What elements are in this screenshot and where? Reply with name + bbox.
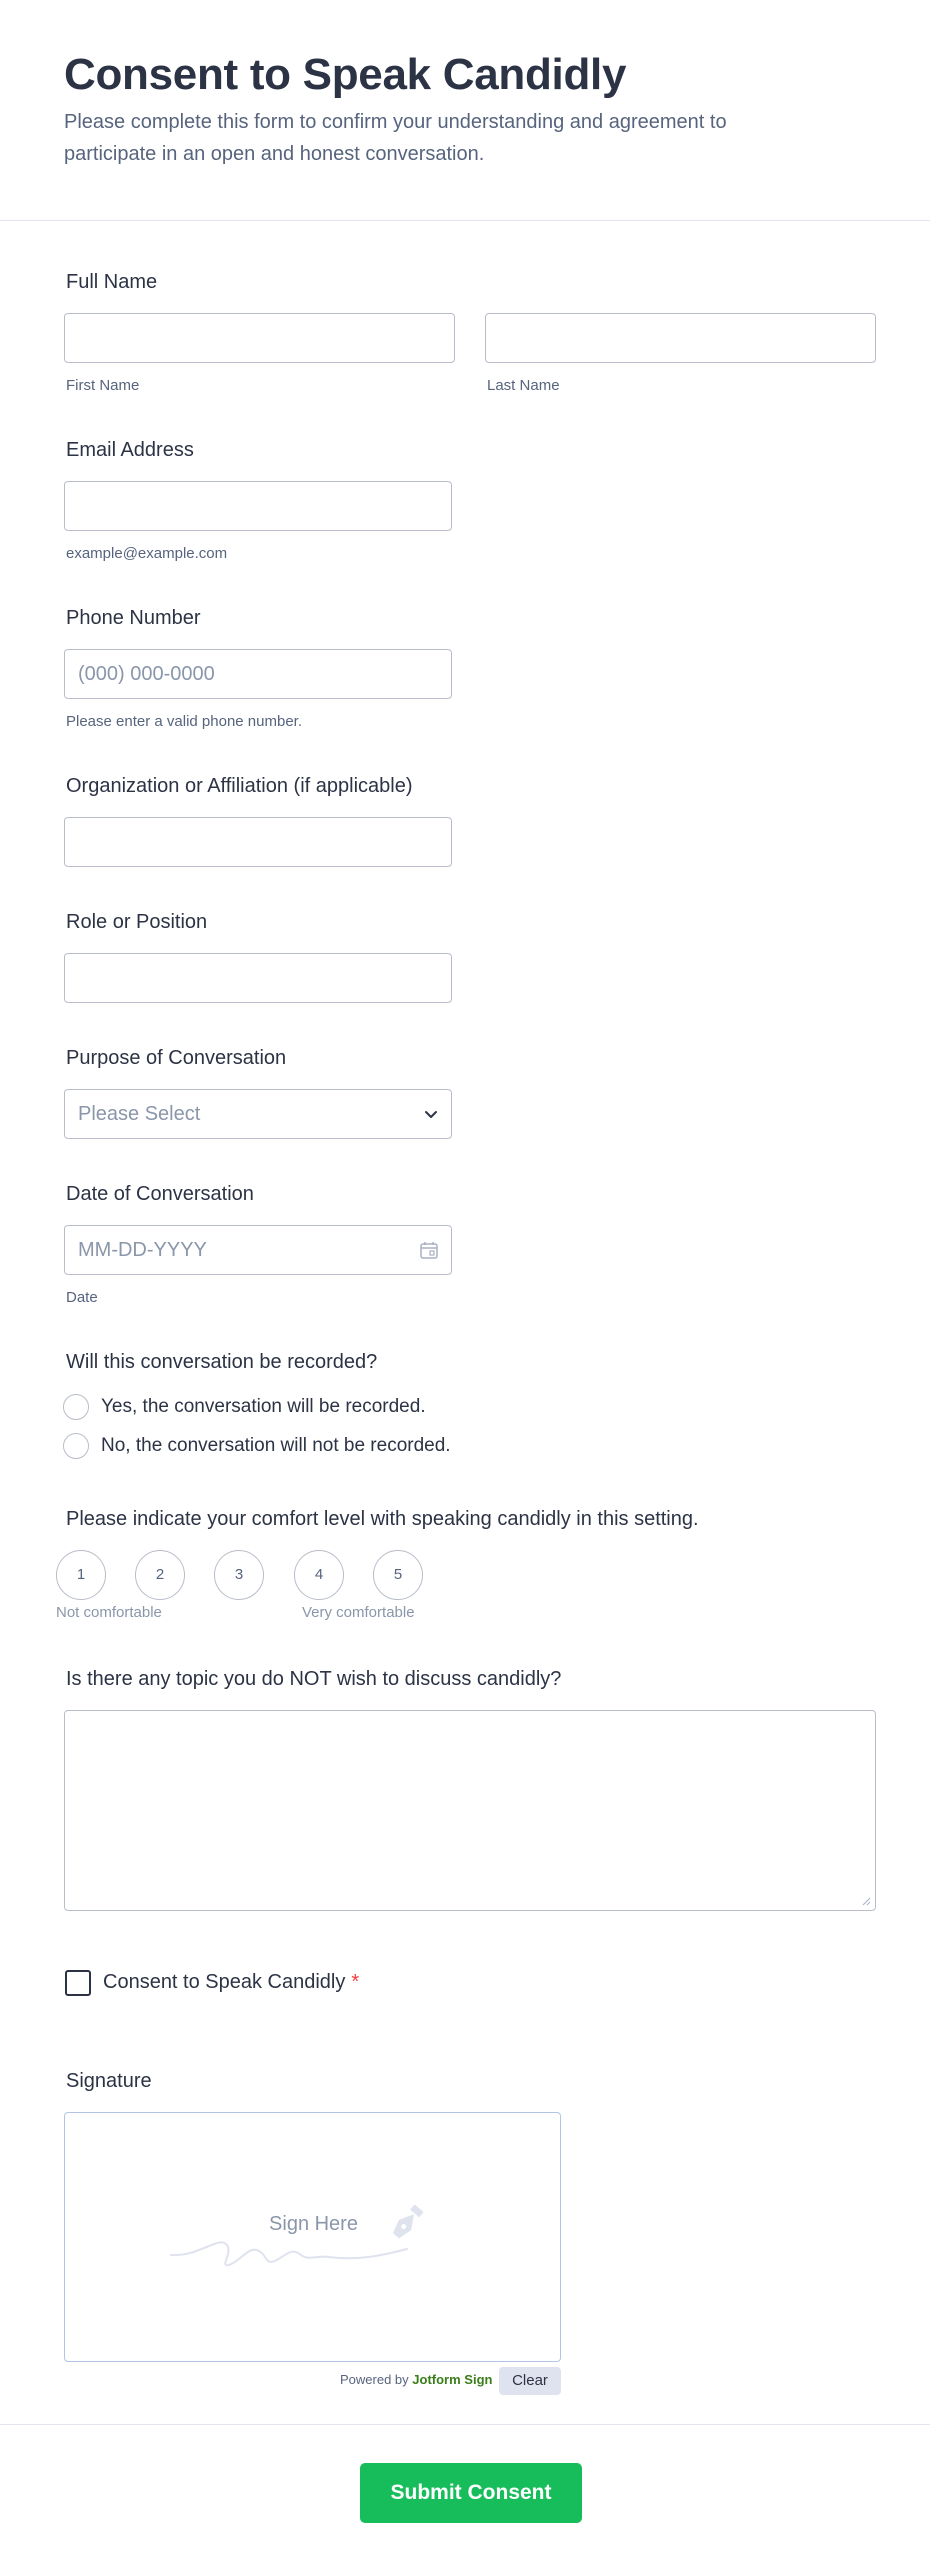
date-label: Date of Conversation bbox=[66, 1183, 254, 1205]
comfort-option-1[interactable]: 1 bbox=[56, 1550, 106, 1600]
jotform-sign-brand: Jotform Sign bbox=[412, 2372, 493, 2387]
form-subtitle: Please complete this form to confirm your understanding and agreement to participate in an open and honest conversation. bbox=[64, 111, 727, 165]
recorded-label: Will this conversation be recorded? bbox=[66, 1351, 378, 1373]
email-hint: example@example.com bbox=[66, 545, 228, 562]
comfort-label: Please indicate your comfort level with speaking candidly in this setting. bbox=[66, 1508, 699, 1530]
comfort-high-caption: Very comfortable bbox=[302, 1604, 415, 1621]
powered-by-prefix: Powered by bbox=[340, 2372, 409, 2387]
full-name-label: Full Name bbox=[66, 271, 158, 293]
comfort-low-caption: Not comfortable bbox=[56, 1604, 162, 1621]
topic-label: Is there any topic you do NOT wish to discuss candidly? bbox=[66, 1668, 562, 1690]
purpose-select[interactable] bbox=[64, 1089, 452, 1139]
recorded-yes-label[interactable]: Yes, the conversation will be recorded. bbox=[101, 1396, 426, 1417]
clear-signature-button[interactable]: Clear bbox=[499, 2367, 561, 2395]
comfort-option-5[interactable]: 5 bbox=[373, 1550, 423, 1600]
recorded-no-radio[interactable] bbox=[63, 1433, 89, 1459]
page-title: Consent to Speak Candidly bbox=[64, 50, 627, 99]
email-input[interactable] bbox=[64, 481, 452, 531]
signature-placeholder: Sign Here bbox=[269, 2213, 358, 2235]
calendar-icon[interactable] bbox=[419, 1240, 439, 1260]
chevron-down-icon bbox=[423, 1106, 439, 1122]
phone-hint: Please enter a valid phone number. bbox=[66, 713, 302, 730]
date-input[interactable] bbox=[64, 1225, 452, 1275]
email-label: Email Address bbox=[66, 439, 194, 461]
consent-label-text: Consent to Speak Candidly bbox=[103, 1971, 346, 1993]
phone-input[interactable] bbox=[64, 649, 452, 699]
phone-placeholder: (000) 000-0000 bbox=[78, 663, 215, 685]
form-header bbox=[0, 0, 930, 221]
topic-textarea[interactable] bbox=[64, 1710, 876, 1911]
role-label: Role or Position bbox=[66, 911, 208, 933]
signature-label: Signature bbox=[66, 2070, 152, 2092]
resize-handle-icon[interactable] bbox=[861, 1896, 871, 1906]
consent-checkbox[interactable] bbox=[65, 1970, 91, 1996]
date-placeholder: MM-DD-YYYY bbox=[78, 1239, 207, 1261]
date-hint: Date bbox=[66, 1289, 98, 1306]
organization-input[interactable] bbox=[64, 817, 452, 867]
role-input[interactable] bbox=[64, 953, 452, 1003]
last-name-input[interactable] bbox=[485, 313, 876, 363]
purpose-label: Purpose of Conversation bbox=[66, 1047, 287, 1069]
phone-label: Phone Number bbox=[66, 607, 201, 629]
signature-pad[interactable] bbox=[64, 2112, 561, 2362]
powered-by-text bbox=[340, 2372, 492, 2387]
purpose-selected-value: Please Select bbox=[78, 1103, 201, 1125]
consent-label[interactable] bbox=[103, 1971, 359, 1994]
last-name-sublabel: Last Name bbox=[487, 377, 560, 394]
required-asterisk: * bbox=[351, 1971, 360, 1993]
comfort-option-4[interactable]: 4 bbox=[294, 1550, 344, 1600]
first-name-sublabel: First Name bbox=[66, 377, 140, 394]
comfort-option-3[interactable]: 3 bbox=[214, 1550, 264, 1600]
organization-label: Organization or Affiliation (if applicable) bbox=[66, 775, 413, 797]
recorded-yes-radio[interactable] bbox=[63, 1394, 89, 1420]
first-name-input[interactable] bbox=[64, 313, 455, 363]
recorded-no-label[interactable]: No, the conversation will not be recorded. bbox=[101, 1435, 451, 1456]
comfort-option-2[interactable]: 2 bbox=[135, 1550, 185, 1600]
submit-button[interactable]: Submit Consent bbox=[360, 2463, 582, 2523]
